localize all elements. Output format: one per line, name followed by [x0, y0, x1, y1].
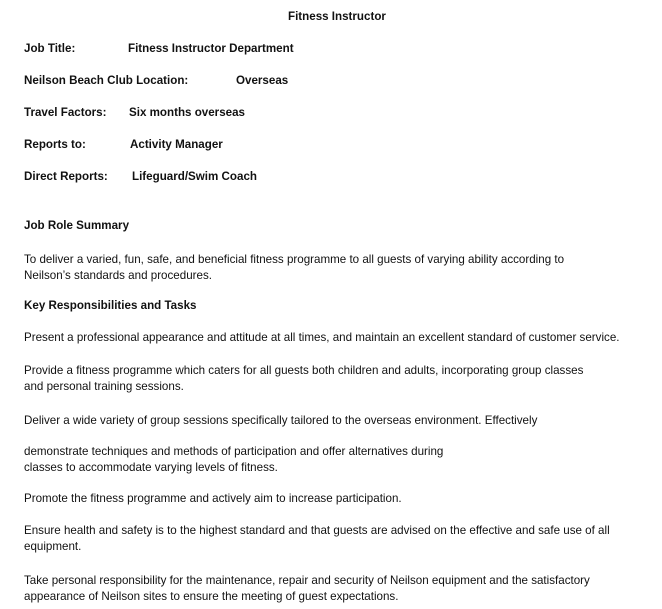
responsibility-item	[24, 413, 654, 429]
travel-factors-label: Travel Factors:	[24, 106, 107, 119]
responsibility-line: Promote the fitness programme and actively aim to increase participation.	[24, 492, 402, 505]
direct-reports-value: Lifeguard/Swim Coach	[132, 170, 257, 183]
document-title: Fitness Instructor	[288, 10, 386, 23]
responsibility-item	[24, 444, 654, 475]
responsibility-item	[24, 363, 654, 394]
responsibility-line: Deliver a wide variety of group sessions specifically tailored to the overseas environment. Effectively	[24, 414, 538, 427]
responsibility-line: Provide a fitness programme which caters for all guests both children and adults, incorporating group classes	[24, 364, 584, 377]
travel-factors-value: Six months overseas	[129, 106, 245, 119]
responsibility-item	[24, 330, 654, 346]
responsibility-line: equipment.	[24, 539, 82, 553]
responsibility-line: and personal training sessions.	[24, 379, 184, 393]
reports-to-value: Activity Manager	[130, 138, 223, 151]
summary-paragraph	[24, 252, 654, 283]
responsibility-line: Take personal responsibility for the maintenance, repair and security of Neilson equipment and the satisfactory	[24, 574, 590, 587]
direct-reports-label: Direct Reports:	[24, 170, 108, 183]
responsibility-line: demonstrate techniques and methods of participation and offer alternatives during	[24, 445, 444, 458]
responsibilities-heading: Key Responsibilities and Tasks	[24, 299, 197, 312]
location-value: Overseas	[236, 74, 289, 87]
summary-line: Neilson’s standards and procedures.	[24, 268, 212, 282]
summary-heading: Job Role Summary	[24, 219, 130, 232]
location-label: Neilson Beach Club Location:	[24, 74, 189, 87]
responsibility-item	[24, 573, 654, 604]
responsibility-line: Ensure health and safety is to the highest standard and that guests are advised on the effective and safe use of all	[24, 524, 610, 537]
reports-to-label: Reports to:	[24, 138, 86, 151]
responsibility-line: Present a professional appearance and attitude at all times, and maintain an excellent standard of customer service.	[24, 331, 620, 344]
responsibility-line: appearance of Neilson sites to ensure the meeting of guest expectations.	[24, 589, 399, 603]
job-title-label: Job Title:	[24, 42, 76, 55]
responsibility-item	[24, 491, 654, 507]
responsibility-item	[24, 523, 654, 554]
summary-line: To deliver a varied, fun, safe, and beneficial fitness programme to all guests of varying ability according to	[24, 253, 565, 266]
job-title-value: Fitness Instructor Department	[128, 42, 294, 55]
responsibility-line: classes to accommodate varying levels of fitness.	[24, 460, 278, 474]
